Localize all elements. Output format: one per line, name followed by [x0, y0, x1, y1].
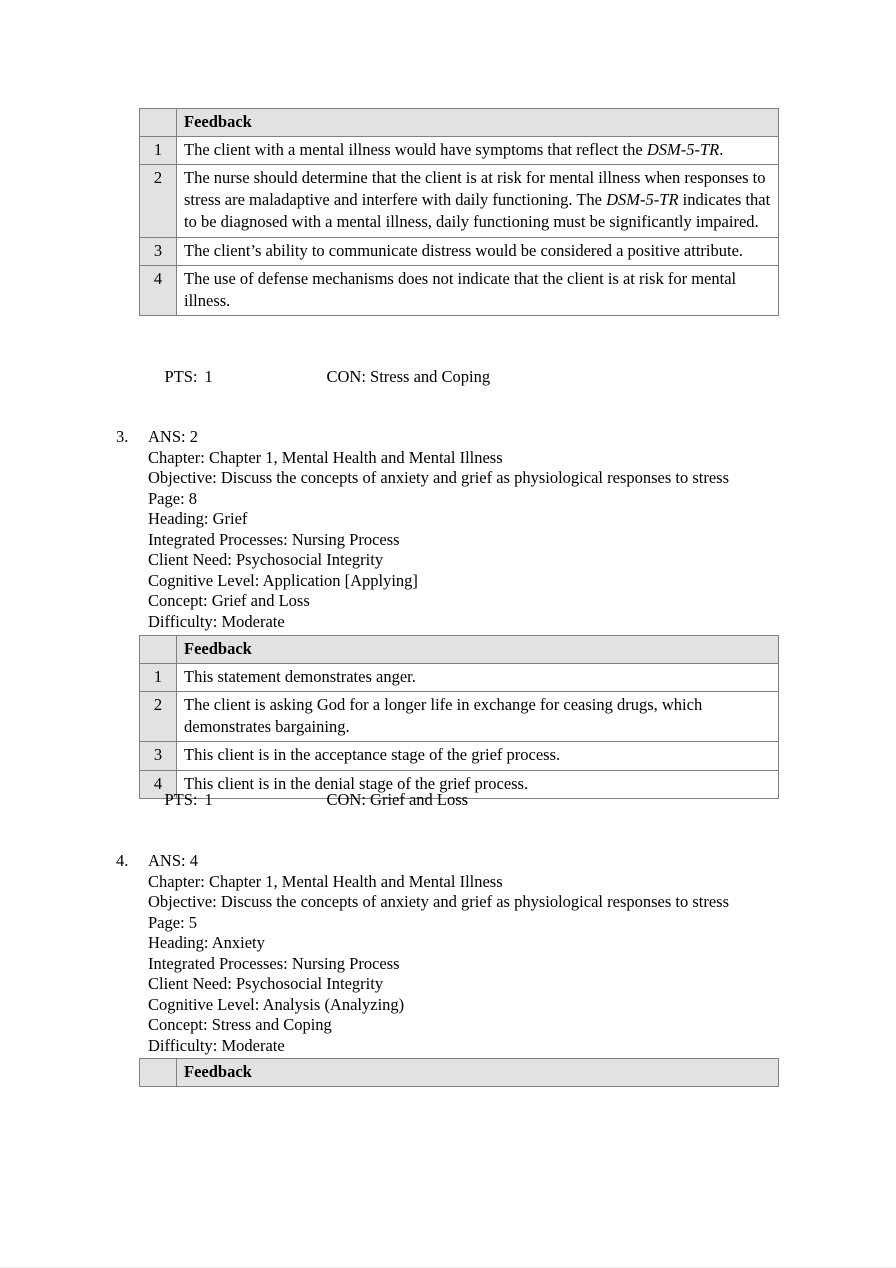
integrated-processes-line: Integrated Processes: Nursing Process: [148, 529, 400, 549]
text-before: The client with a mental illness would have symptoms that reflect the: [184, 140, 647, 160]
question-3-details: [148, 427, 729, 632]
table-row: [140, 692, 779, 742]
row-feedback-text: [177, 237, 779, 265]
chapter-line: Chapter: Chapter 1, Mental Health and Mental Illness: [148, 447, 503, 467]
pts-label: PTS:: [164, 367, 198, 387]
pts-con-line-2: [148, 768, 468, 832]
client-need-line: Client Need: Psychosocial Integrity: [148, 550, 384, 569]
table-header-row: [140, 1059, 779, 1087]
header-cell-feedback: Feedback: [177, 1059, 779, 1087]
table-header-row: [140, 636, 779, 664]
pts-value: 1: [204, 790, 213, 810]
cognitive-level-line: Cognitive Level: Analysis (Analyzing): [148, 994, 405, 1014]
header-cell-number: [140, 636, 177, 664]
chapter-line: Chapter: Chapter 1, Mental Health and Mental Illness: [148, 871, 503, 891]
question-4-details: [148, 851, 729, 1056]
table-row: [140, 237, 779, 265]
table-row: [140, 165, 779, 237]
text-after: .: [719, 140, 724, 160]
row-feedback-text: [177, 165, 779, 237]
page-line: Page: 5: [148, 912, 198, 932]
feedback-table-3: [139, 1058, 779, 1087]
italic-term: DSM-5-TR: [646, 140, 720, 160]
question-4-block: [116, 851, 729, 1056]
integrated-processes-line: Integrated Processes: Nursing Process: [148, 953, 400, 973]
table-row: [140, 265, 779, 315]
row-number: 2: [140, 692, 177, 742]
page-line: Page: 8: [148, 488, 198, 508]
feedback-table-1: [139, 108, 779, 316]
heading-line: Heading: Grief: [148, 509, 248, 528]
con-label: CON:: [326, 790, 366, 810]
table-row: [140, 664, 779, 692]
row-feedback-text: The client is asking God for a longer life in exchange for ceasing drugs, which demonstrates bargaining.: [177, 692, 779, 742]
table-row: [140, 137, 779, 165]
header-cell-feedback: Feedback: [177, 636, 779, 664]
concept-line: Concept: Grief and Loss: [148, 591, 310, 610]
italic-term: DSM-5-TR: [606, 190, 679, 210]
question-number: 3.: [116, 427, 129, 446]
text-after: indicates that to be diagnosed with a mental illness, daily functioning must be significantly impaired.: [184, 190, 771, 232]
row-number: 3: [140, 742, 177, 770]
row-feedback-text: This client is in the acceptance stage of the grief process.: [177, 742, 779, 770]
objective-line: Objective: Discuss the concepts of anxiety and grief as physiological responses to stress: [148, 468, 730, 487]
row-number: 1: [140, 664, 177, 692]
row-number: 4: [140, 265, 177, 315]
header-cell-number: [140, 1059, 177, 1087]
table-header-row: [140, 109, 779, 137]
row-number: 2: [140, 165, 177, 237]
row-feedback-text: [177, 137, 779, 165]
con-value: Grief and Loss: [370, 790, 469, 810]
text-before: The nurse should determine that the client is at risk for mental illness when responses to stress are maladaptive and interfere with daily functioning. The: [184, 168, 766, 210]
pts-value: 1: [204, 367, 213, 387]
concept-line: Concept: Stress and Coping: [148, 1015, 332, 1034]
con-label: CON:: [326, 367, 366, 387]
heading-line: Heading: Anxiety: [148, 933, 265, 952]
row-feedback-text: This client is in the denial stage of the grief process.: [177, 770, 779, 798]
pts-label: PTS:: [164, 790, 198, 810]
table-row: [140, 742, 779, 770]
header-cell-feedback: Feedback: [177, 109, 779, 137]
text-before: The use of defense mechanisms does not indicate that the client is at risk for mental illness.: [184, 268, 737, 310]
row-number: 4: [140, 770, 177, 798]
answer-line: ANS: 4: [148, 851, 198, 870]
row-feedback-text: [177, 265, 779, 315]
header-cell-number: [140, 109, 177, 137]
client-need-line: Client Need: Psychosocial Integrity: [148, 974, 384, 993]
difficulty-line: Difficulty: Moderate: [148, 1035, 285, 1055]
question-number: 4.: [116, 851, 129, 870]
text-before: The client’s ability to communicate distress would be considered a positive attribute.: [184, 240, 744, 260]
con-value: Stress and Coping: [370, 367, 491, 387]
cognitive-level-line: Cognitive Level: Application [Applying]: [148, 570, 418, 590]
answer-line: ANS: 2: [148, 427, 198, 446]
row-feedback-text: This statement demonstrates anger.: [177, 664, 779, 692]
objective-line: Objective: Discuss the concepts of anxiety and grief as physiological responses to stress: [148, 892, 730, 911]
question-3-block: [116, 427, 729, 632]
row-number: 1: [140, 137, 177, 165]
difficulty-line: Difficulty: Moderate: [148, 611, 285, 631]
row-number: 3: [140, 237, 177, 265]
pts-con-line-1: [148, 345, 490, 409]
